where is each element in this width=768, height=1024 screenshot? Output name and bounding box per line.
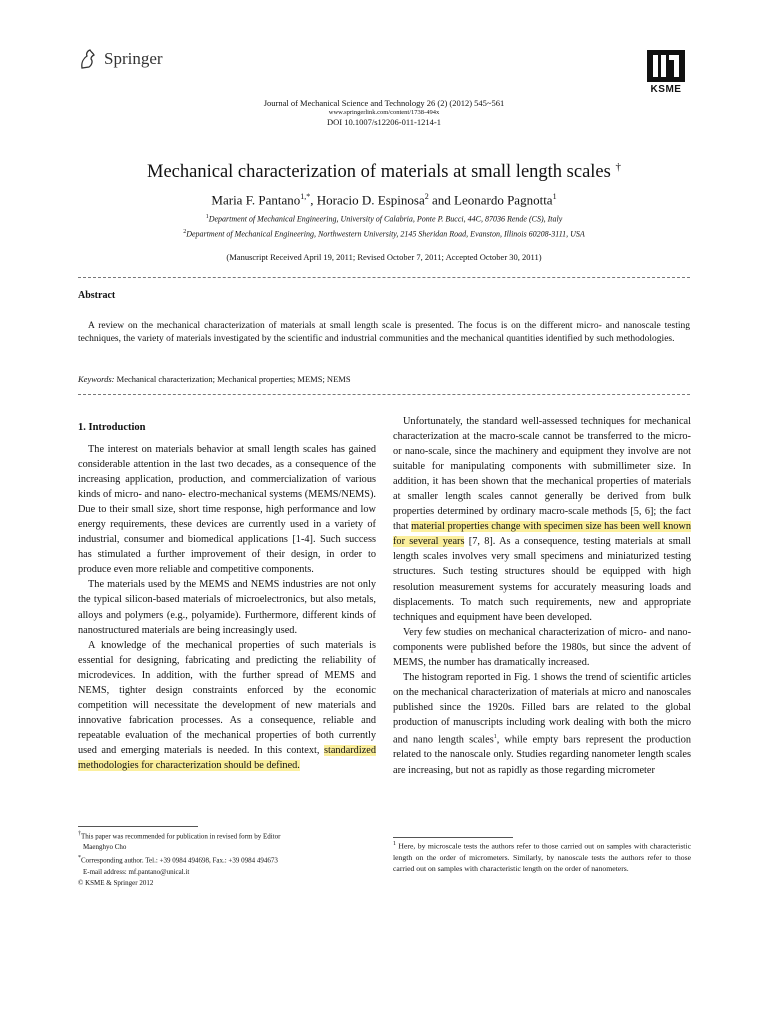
paragraph: The histogram reported in Fig. 1 shows the trend of scientific articles on the mechanical characterization of materials at micro and nanoscales published since the 1920s. Filled bars are related to the global production of manuscripts including work dealing with both the micro and nano length scales$^1$, while empty bars represent the production related to the nanoscale only. Studies regarding nanometer length scales are increasing, but not as rapidly as those regarding micrometer (393, 671, 691, 776)
author-name: Leonardo Pagnotta (454, 192, 553, 208)
paragraph: A knowledge of the mechanical properties of such materials is essential for designing, fabricating and predicting the reliability of microdevices. In addition, with the further spread of MEMS and NEMS, tighter design constraints enforced by the economic competition will necessitate the development of new materials and innovative fabrication processes. As a consequence, reliable and repeatable evaluation of the mechanical properties of both currently used and emerging materials is needed. In this context, standardized methodologies for characterization should be defined. (78, 639, 376, 771)
affiliations (0, 211, 768, 240)
journal-line: Journal of Mechanical Science and Technology 26 (2) (2012) 545~561 (263, 98, 505, 108)
right-column (393, 414, 691, 778)
footnote: Maenghyo Cho (83, 843, 127, 852)
footnote: E-mail address: mf.pantano@unical.it (83, 867, 190, 876)
footnote-ref: 1 (493, 733, 497, 740)
highlight: standardized methodologies for characterization should be defined. (78, 744, 376, 771)
author-name: Horacio D. Espinosa (316, 192, 425, 208)
springer-logo (78, 48, 163, 70)
affiliation: $^2$Department of Mechanical Engineering, Northwestern University, 2145 Sheridan Road, Evanston, Illinois 60208-3111, USA (183, 228, 585, 239)
paper-title: Mechanical characterization of materials at small length scales † (147, 161, 621, 183)
copyright: © KSME & Springer 2012 (78, 878, 154, 887)
footnote-rule (78, 826, 198, 827)
left-column (78, 442, 376, 773)
paragraph: Unfortunately, the standard well-assessed techniques for mechanical characterization at the macro-scale cannot be transferred to the micro- or nano-scale, since the machinery and equipment they involve are not suitable for manipulating components with submillimeter size. In addition, it has been shown that the mechanical properties of materials at smaller length scales cannot generally be derived from bulk properties determined by ordinary macro-scale methods [5, 6]; the fact that material properties change with specimen size has been well known for several years [7, 8]. As a consequence, testing materials at small length scales involves very small specimens and miniaturized testing structures. Such testing structures should be equipped with high resolution measurement systems for accurately measuring loads and displacements. To match such requirements, new and appropriate techniques and equipment have been developed. (393, 416, 691, 623)
divider (78, 277, 690, 278)
highlight: material properties change with specimen size has been well known for several years (393, 521, 691, 548)
paragraph: The interest on materials behavior at small length scales has gained considerable attention in the last two decades, as a consequence of the increasing application, production, and commercialization of various kinds of micro- and nano- electro-mechanical systems (MEMS/NEMS). Due to their small size, short time response, high performance and low energy requirements, these devices are currently used in a variety of industrial, consumer and biomedical applications [1-4]. Such success has stimulated a further improvement of their design, in order to produce even more reliable and competitive components. (78, 444, 376, 576)
footnote: *Corresponding author. Tel.: +39 0984 494698, Fax.: +39 0984 494673 (78, 855, 278, 865)
abstract-body: A review on the mechanical characterization of materials at small length scale is presented. The focus is on the different micro- and nanoscale testing techniques, the variety of materials investigated by the scientific and industrial communities and the mechanical quantities identified by such methodologies. (78, 321, 690, 344)
divider (78, 394, 690, 395)
keywords-label: Keywords: (78, 374, 115, 384)
springer-horse-icon (78, 48, 98, 70)
affiliation: $^1$Department of Mechanical Engineering, University of Calabria, Ponte P. Bucci, 44C, 87036 Rende (CS), Italy (205, 214, 563, 224)
author-list: Maria F. Pantano$^{1,*}$, Horacio D. Espinosa$^2$ and Leonardo Pagnotta$^1$ (211, 192, 557, 208)
footnotes-left (78, 829, 378, 889)
journal-url[interactable]: www.springerlink.com/content/1738-494x (328, 109, 440, 116)
footnote-right: $^1$ Here, by microscale tests the authors refer to those carried out on samples with characteristic length on the order of micrometers. Similarly, by nanoscale tests the authors refer to those carried out on samples with characteristic length on the order of nanometers. (393, 841, 691, 873)
footnote: †This paper was recommended for publication in revised form by Editor (78, 831, 281, 841)
doi: DOI 10.1007/s12206-011-1214-1 (327, 117, 441, 127)
footnote-rule (393, 837, 513, 838)
ksme-logo-text: KSME (650, 84, 682, 95)
abstract-heading: Abstract (78, 290, 116, 301)
keywords (78, 374, 690, 384)
paragraph: Very few studies on mechanical characterization of micro- and nano-components were published before the 1980s, but since the advent of MEMS, the number has dramatically increased. (393, 626, 691, 668)
paragraph: The materials used by the MEMS and NEMS industries are not only the typical silicon-based materials of microelectronics, but also metals, alloys and polymers (e.g., polyamide). Furthermore, different kinds of nanostructured materials are being increasingly used. (78, 579, 376, 636)
publisher-name: Springer (104, 49, 163, 68)
journal-info (0, 98, 768, 128)
title-mark: † (615, 161, 621, 173)
ksme-logo (646, 50, 686, 95)
author-name: Maria F. Pantano (211, 192, 301, 208)
ksme-mark-icon (647, 50, 685, 82)
keywords-list: Mechanical characterization; Mechanical properties; MEMS; NEMS (114, 374, 351, 384)
section-heading: 1. Introduction (78, 422, 146, 433)
manuscript-dates: (Manuscript Received April 19, 2011; Revised October 7, 2011; Accepted October 30, 2011) (226, 252, 542, 262)
